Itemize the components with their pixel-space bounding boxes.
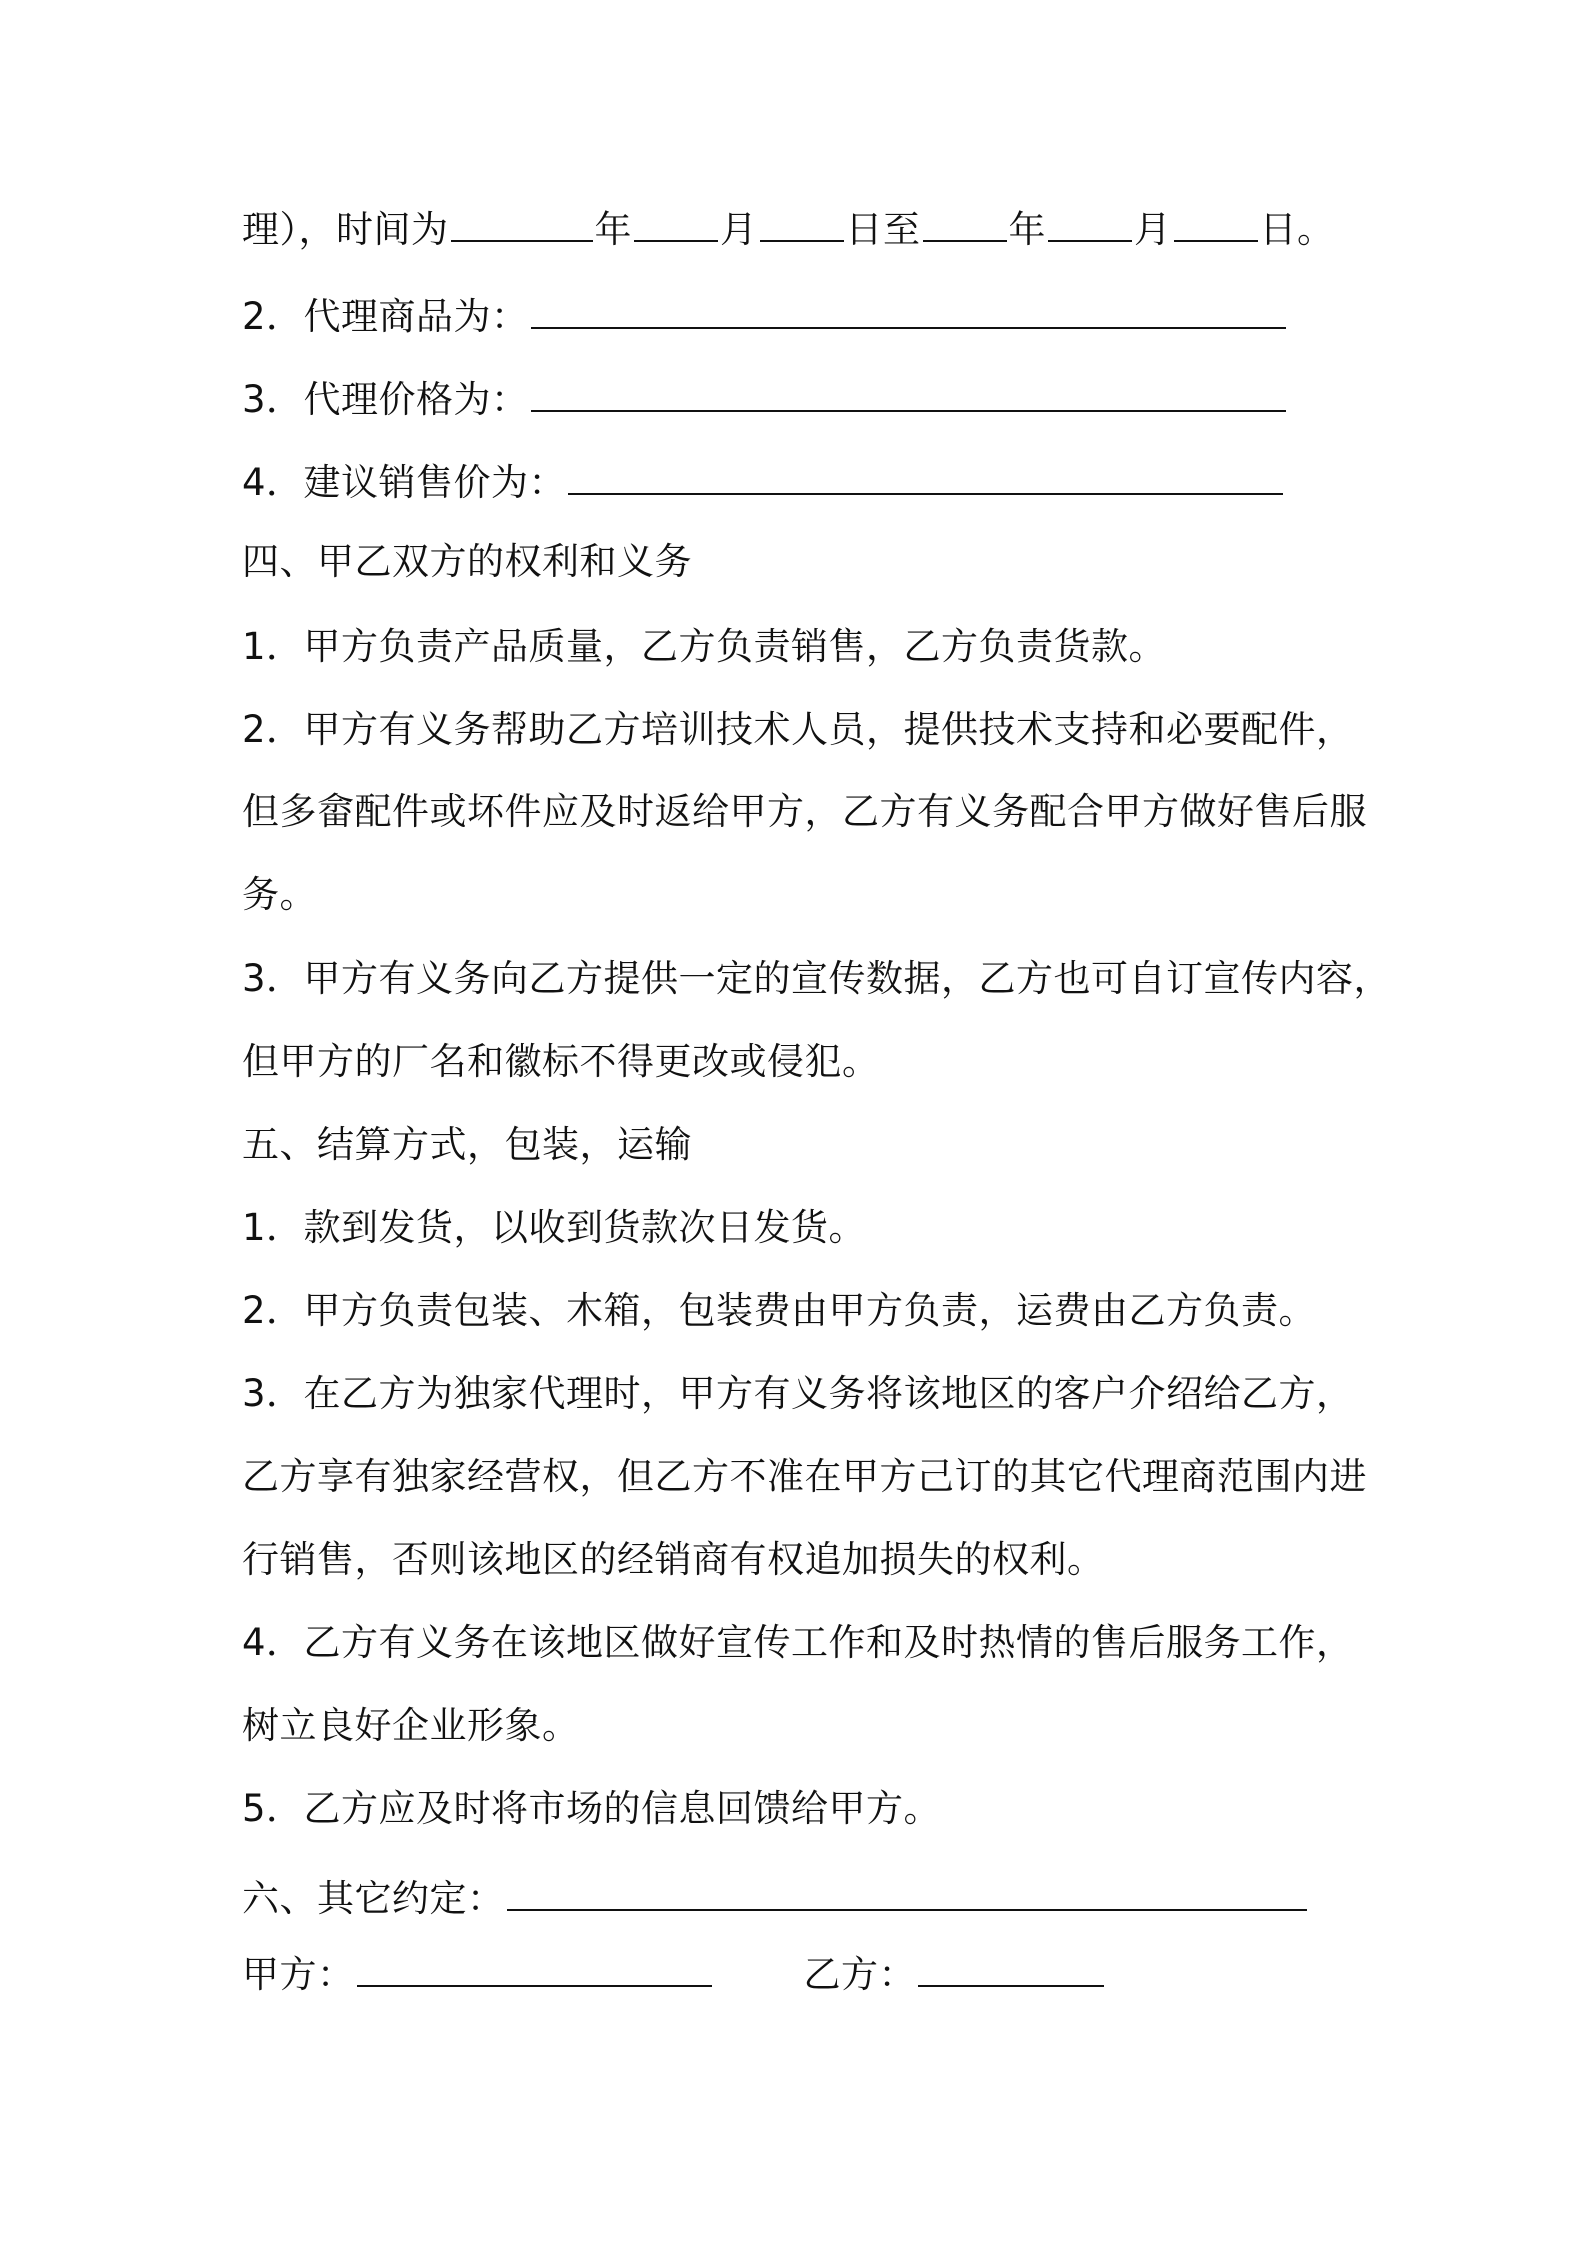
clause-text: 2．甲方有义务帮助乙方培训技术人员，提供技术支持和必要配件，	[242, 708, 1354, 751]
text-segment: 月	[1134, 208, 1172, 251]
clause-text: 务。	[242, 873, 317, 916]
agent-price-field[interactable]	[531, 380, 1286, 412]
clause-text: 3．在乙方为独家代理时，甲方有义务将该地区的客户介绍给乙方，	[242, 1372, 1354, 1415]
agent-price-line	[242, 378, 1288, 422]
agent-price-label: 3．代理价格为：	[242, 378, 529, 421]
clause-text: 1．甲方负责产品质量，乙方负责销售，乙方负责货款。	[242, 625, 1167, 668]
clause-text: 但多畲配件或坏件应及时返给甲方，乙方有义务配合甲方做好售后服	[242, 790, 1367, 833]
clause-text: 2．甲方负责包装、木箱，包装费由甲方负责，运费由乙方负责。	[242, 1289, 1317, 1332]
clause-text: 4．乙方有义务在该地区做好宣传工作和及时热情的售后服务工作，	[242, 1621, 1354, 1664]
blank-field[interactable]	[1174, 210, 1258, 242]
blank-field[interactable]	[634, 210, 718, 242]
text-segment: 理），时间为	[242, 208, 449, 251]
suggested-price-label: 4．建议销售价为：	[242, 461, 567, 504]
clause-text: 但甲方的厂名和徽标不得更改或侵犯。	[242, 1040, 880, 1083]
suggested-price-field[interactable]	[568, 463, 1283, 495]
blank-field[interactable]	[923, 210, 1007, 242]
clause-text: 5．乙方应及时将市场的信息回馈给甲方。	[242, 1787, 942, 1830]
agent-product-field[interactable]	[531, 297, 1286, 329]
party-b-field[interactable]	[918, 1955, 1104, 1987]
text-segment: 日至	[845, 208, 921, 251]
blank-field[interactable]	[1048, 210, 1132, 242]
agent-product-label: 2．代理商品为：	[242, 295, 529, 338]
blank-field[interactable]	[451, 210, 593, 242]
other-terms-label: 六、其它约定：	[242, 1877, 505, 1920]
blank-field[interactable]	[760, 210, 844, 242]
other-terms-line	[242, 1877, 1309, 1921]
party-b-label: 乙方：	[803, 1953, 916, 1996]
clause-text: 1．款到发货，以收到货款次日发货。	[242, 1206, 867, 1249]
signature-line	[242, 1953, 1106, 1997]
clause-text: 乙方享有独家经营权，但乙方不准在甲方己订的其它代理商范围内进	[242, 1455, 1367, 1498]
suggested-price-line	[242, 461, 1285, 505]
text-segment: 月	[720, 208, 758, 251]
clause-text: 3．甲方有义务向乙方提供一定的宣传数据，乙方也可自订宣传内容，	[242, 957, 1392, 1000]
other-terms-field[interactable]	[507, 1879, 1307, 1911]
text-segment: 年	[1008, 208, 1046, 251]
party-a-field[interactable]	[357, 1955, 712, 1987]
clause-text: 树立良好企业形象。	[242, 1704, 580, 1747]
term-period-line	[242, 208, 1335, 252]
text-segment: 年	[594, 208, 632, 251]
clause-text: 行销售，否则该地区的经销商有权追加损失的权利。	[242, 1538, 1105, 1581]
party-a-label: 甲方：	[242, 1953, 355, 1996]
agent-product-line	[242, 295, 1288, 339]
section-heading: 五、结算方式，包装，运输	[242, 1123, 692, 1166]
section-heading: 四、甲乙双方的权利和义务	[242, 540, 692, 583]
text-segment: 日。	[1259, 208, 1335, 251]
